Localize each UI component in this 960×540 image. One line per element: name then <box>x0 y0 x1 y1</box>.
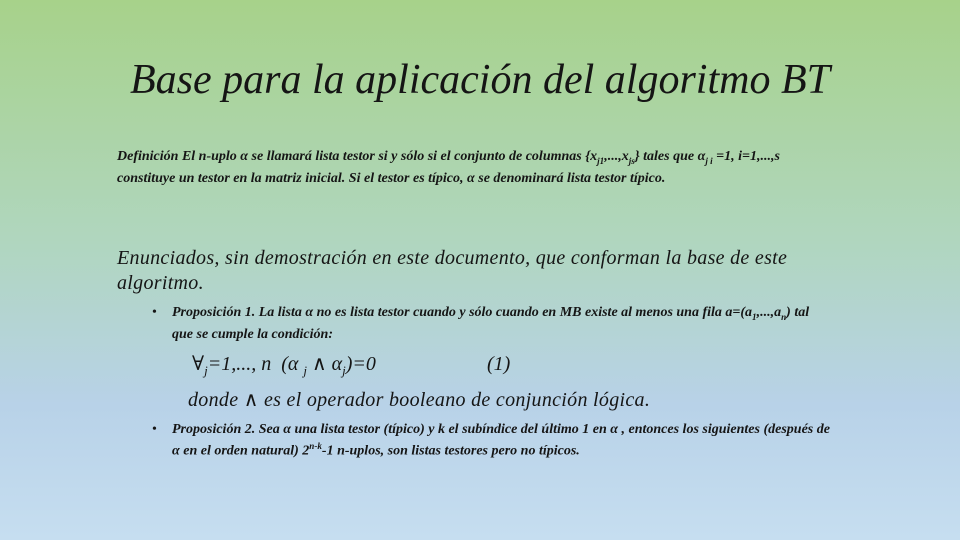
proposicion-2-text-2: -1 n-uplos, son listas testores pero no típicos. <box>321 443 580 459</box>
donde-text-1: donde <box>188 389 244 411</box>
bullet-icon: • <box>152 305 157 320</box>
formula-number: (1) <box>487 353 511 375</box>
definition-text-4: =1, i=1,...,s constituye un testor en la matriz inicial. Si el testor es típico, α se denominará lista testor típico. <box>117 149 780 186</box>
proposicion-2-sup-1: n-k <box>309 441 322 451</box>
definition-paragraph <box>117 148 807 188</box>
proposicion-1-text-2: ,...,a <box>756 305 782 320</box>
donde-line <box>188 388 650 412</box>
donde-wedge-symbol: ∧ <box>243 389 259 411</box>
definition-sub-3: j i <box>705 155 713 166</box>
proposicion-1-sub-2: n <box>781 311 787 322</box>
formula-1 <box>192 352 511 383</box>
formula-wedge: ∧ α <box>306 353 343 375</box>
definition-text-2: ,...,x <box>604 149 629 164</box>
enunciados-heading: Enunciados, sin demostración en este documento, que conforman la base de este algoritmo. <box>117 247 788 294</box>
formula-sub-j-3: j <box>342 363 346 378</box>
proposicion-1-text-3: ) tal que se cumple la condición: <box>172 305 810 342</box>
formula-sub-j-2: j <box>303 363 307 378</box>
bullet-icon: • <box>152 422 157 437</box>
definition-sub-1: j1 <box>597 155 605 166</box>
proposicion-1-sub-1: 1 <box>752 311 757 322</box>
definition-sub-2: js <box>628 155 635 166</box>
formula-rest: )=0 <box>345 353 376 375</box>
proposicion-1-item <box>152 304 832 343</box>
formula-range: =1,..., n (α <box>207 353 304 375</box>
proposicion-1-text-1: Proposición 1. La lista α no es lista testor cuando y sólo cuando en MB existe al menos una fila a=(a <box>172 305 753 320</box>
formula-sub-j-1: j <box>204 363 208 378</box>
donde-text-2: es el operador booleano de conjunción lógica. <box>258 389 651 411</box>
slide-title: Base para la aplicación del algoritmo BT <box>130 57 830 103</box>
definition-text-1: Definición El n-uplo α se llamará lista testor si y sólo si el conjunto de columnas {x <box>117 149 598 164</box>
proposicion-2-text-1: Proposición 2. Sea α una lista testor (típico) y k el subíndice del último 1 en α , entonces los siguientes (después de α en el orden natural) 2 <box>172 422 830 459</box>
forall-symbol: ∀ <box>192 353 205 375</box>
proposicion-1-text <box>152 304 832 343</box>
definition-text-3: } tales que α <box>634 149 706 164</box>
proposicion-2-item <box>152 421 832 460</box>
proposicion-2-text <box>152 421 832 460</box>
